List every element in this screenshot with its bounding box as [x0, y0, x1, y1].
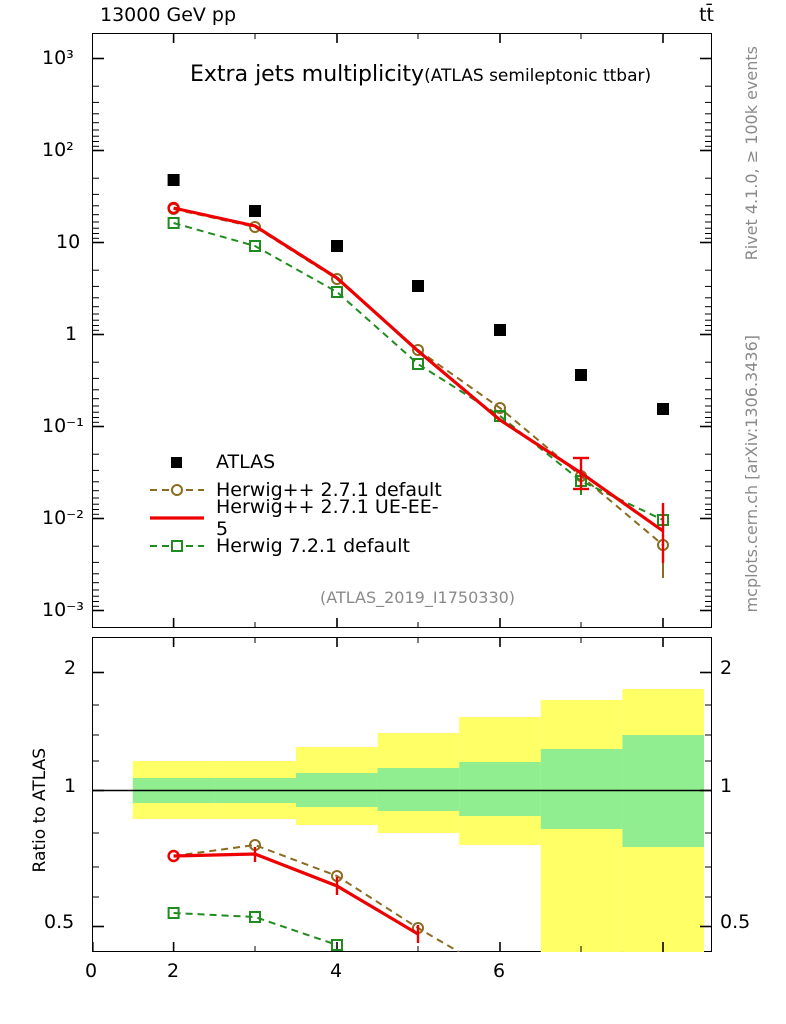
- legend-marker-herwigpp-default: [148, 481, 206, 499]
- legend-label-herwigpp-default: Herwig++ 2.7.1 default: [216, 479, 442, 501]
- legend-label-atlas: ATLAS: [216, 451, 276, 473]
- legend: [148, 448, 448, 560]
- ratio-plot-canvas: [92, 637, 712, 952]
- ratio-xtick-2: 2: [167, 960, 180, 982]
- ratio-xtick-4: 4: [330, 960, 343, 982]
- ratio-ytick-0.5-right: 0.5: [720, 911, 751, 933]
- header-left: 13000 GeV pp: [100, 4, 237, 26]
- main-ytick-0.1: 10⁻¹: [42, 415, 84, 437]
- legend-item-herwigpp-ueee5: [148, 496, 448, 540]
- legend-marker-herwig721: [148, 537, 206, 555]
- ratio-ylabel: Ratio to ATLAS: [30, 748, 50, 873]
- ratio-ytick-0.5-left: 0.5: [44, 911, 75, 933]
- main-ytick-0.01: 10⁻²: [42, 507, 84, 529]
- right-label-mcplots: mcplots.cern.ch [arXiv:1306.3436]: [742, 335, 761, 613]
- main-ytick-0.001: 10⁻³: [42, 599, 84, 621]
- ratio-ytick-1-right: 1: [720, 775, 733, 797]
- main-ytick-1000: 10³: [42, 47, 74, 69]
- legend-marker-herwigpp-ueee5: [148, 509, 206, 527]
- main-subtitle: (ATLAS semileptonic ttbar): [424, 66, 652, 86]
- ratio-ytick-1-left: 1: [64, 775, 77, 797]
- main-ytick-10: 10: [56, 231, 81, 253]
- right-label-rivet: Rivet 4.1.0, ≥ 100k events: [742, 46, 761, 261]
- ratio-xtick-0: 0: [85, 960, 98, 982]
- legend-marker-atlas: [148, 453, 206, 471]
- ratio-xtick-6: 6: [493, 960, 506, 982]
- ratio-ytick-2-right: 2: [720, 657, 733, 679]
- main-ytick-100: 10²: [42, 139, 74, 161]
- main-title: Extra jets multiplicity: [190, 62, 425, 87]
- header-right: tt̄: [699, 4, 714, 26]
- ratio-ytick-2-left: 2: [64, 657, 77, 679]
- legend-item-herwig721: [148, 532, 448, 560]
- legend-item-atlas: [148, 448, 448, 476]
- analysis-watermark: (ATLAS_2019_I1750330): [320, 588, 516, 607]
- legend-label-herwig721: Herwig 7.2.1 default: [216, 535, 410, 557]
- legend-label-herwigpp-ueee5: Herwig++ 2.7.1 UE-EE-5: [216, 496, 439, 540]
- main-ytick-1: 1: [65, 323, 78, 345]
